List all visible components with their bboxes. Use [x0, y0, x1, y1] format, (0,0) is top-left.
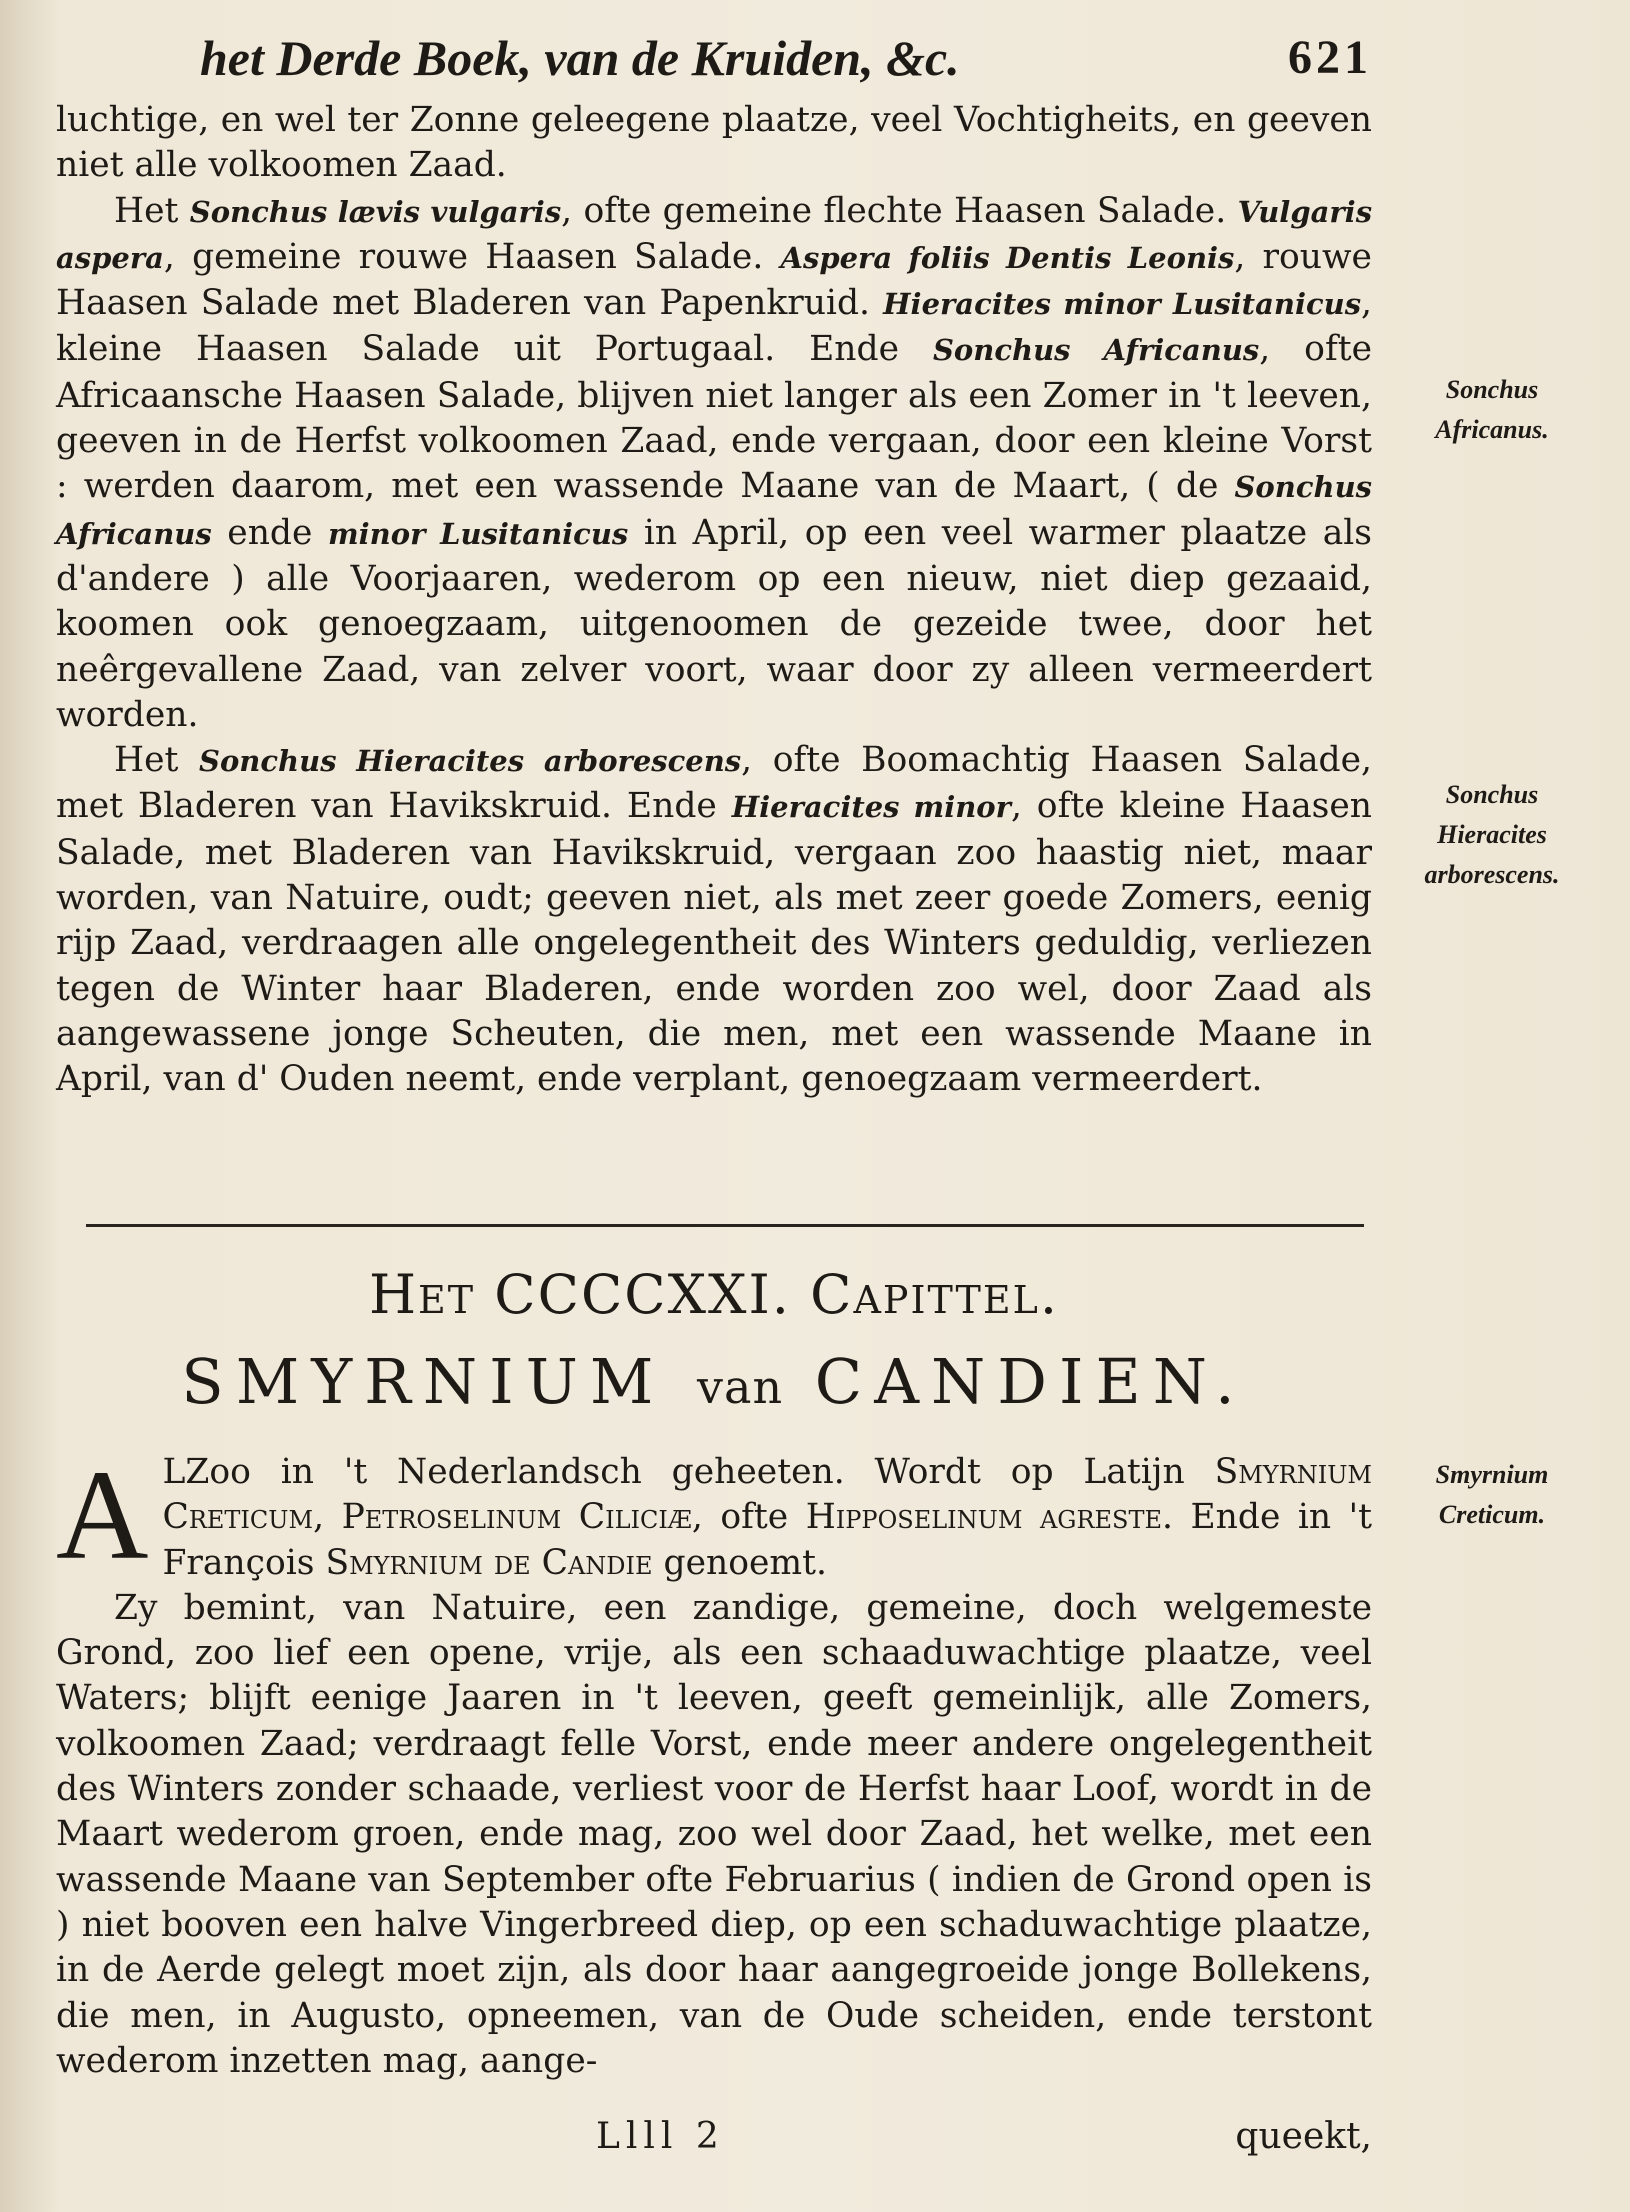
signature-mark: Llll 2: [596, 2116, 725, 2157]
page-number: 621: [1288, 31, 1372, 84]
plant-title-part-2: CANDIEN.: [814, 1345, 1247, 1418]
page-footer: [56, 2112, 1372, 2162]
catchword: queekt,: [1235, 2116, 1372, 2157]
plant-title-part-1: SMYRNIUM: [181, 1345, 666, 1418]
paragraph-sonchus-hieracites: Het Sonchus Hieracites arborescens, ofte Boomachtig Haasen Salade, met Bladeren van Havikskruid. Ende Hieracites minor, ofte kleine Haasen Salade, met Bladeren van Havikskruid, vergaan zoo haastig niet, maar worden, van Natuire, oudt; geeven niet, als met zeer goede Zomers, eenig rijp Zaad, verdraagen alle ongelegentheit des Winters geduldig, verliezen tegen de Winter haar Bladeren, ende worden zoo wel, door Zaad als aangewassene jonge Scheuten, die men, met een wassende Maane in April, van d' Ouden neemt, ende verplant, genoegzaam vermeerdert.: [56, 740, 1372, 1100]
section-divider: [86, 1224, 1364, 1227]
plant-title: [56, 1340, 1372, 1429]
drop-cap: A: [56, 1444, 149, 1586]
paragraph-smyrnium-names: A LZoo in 't Nederlandsch geheeten. Wordt op Latijn Smyrnium Creticum, Petroselinum Ciliciæ, ofte Hipposelinum agreste. Ende in 't François Smyrnium de Candie genoemt.: [56, 1444, 1373, 1586]
margin-note-sonchus-hieracites: Sonchus Hieracites arborescens.: [1424, 780, 1560, 889]
plant-title-van: van: [697, 1360, 784, 1414]
section-sonchus: [56, 98, 1372, 1103]
chapter-title: Het CCCCXXI. Capittel.: [368, 1263, 1060, 1326]
paragraph-continuation: luchtige, en wel ter Zonne geleegene plaatze, veel Vochtigheits, en geeven niet alle volkoomen Zaad.: [56, 100, 1372, 186]
running-header: [200, 18, 1400, 98]
section-smyrnium: [56, 1444, 1373, 2084]
paragraph-smyrnium-cultivation: Zy bemint, van Natuire, een zandige, gemeine, doch welgemeste Grond, zoo lief een opene, vrije, als een schaaduwachtige plaatze, veel Waters; blijft eenige Jaaren in 't leeven, geeft gemeinlijk, alle Zomers, volkoomen Zaad; verdraagt felle Vorst, ende meer andere ongelegentheit des Winters zonder schaade, verliest voor de Herfst haar Loof, wordt in de Maart wederom groen, ende mag, zoo wel door Zaad, het welke, met een wassende Maane van September ofte Februarius ( indien de Grond open is ) niet booven een halve Vingerbreed diep, op een schaduwachtige plaatze, in de Aerde gelegt moet zijn, als door haar aangegroeide jonge Bollekens, die men, in Augusto, opneemen, van de Oude scheiden, ende terstont wederom inzetten mag, aange-: [56, 1587, 1372, 2081]
paragraph-sonchus-annual: Het Sonchus lævis vulgaris, ofte gemeine flechte Haasen Salade. Vulgaris aspera, gemeine rouwe Haasen Salade. Aspera foliis Dentis Leonis, rouwe Haasen Salade met Bladeren van Papenkruid. Hieracites minor Lusitanicus, kleine Haasen Salade uit Portugaal. Ende Sonchus Africanus, ofte Africaansche Haasen Salade, blijven niet langer als een Zomer in 't leeven, geeven in de Herfst volkoomen Zaad, ende vergaan, door een kleine Vorst : werden daarom, met een wassende Maane van de Maart, ( de Sonchus Africanus ende minor Lusitanicus in April, op een veel warmer plaatze als d'andere ) alle Voorjaaren, wederom op een nieuw, niet diep gezaaid, koomen ook genoegzaam, uitgenoomen de gezeide twee, door het neêrgevallene Zaad, van zelver voort, waar door zy alleen vermeerdert worden.: [56, 190, 1373, 735]
margin-note-smyrnium-creticum: Smyrnium Creticum.: [1435, 1460, 1549, 1529]
header-title: het Derde Boek, van de Kruiden, &c.: [200, 30, 960, 86]
margin-note-sonchus-africanus: Sonchus Africanus.: [1435, 375, 1549, 444]
